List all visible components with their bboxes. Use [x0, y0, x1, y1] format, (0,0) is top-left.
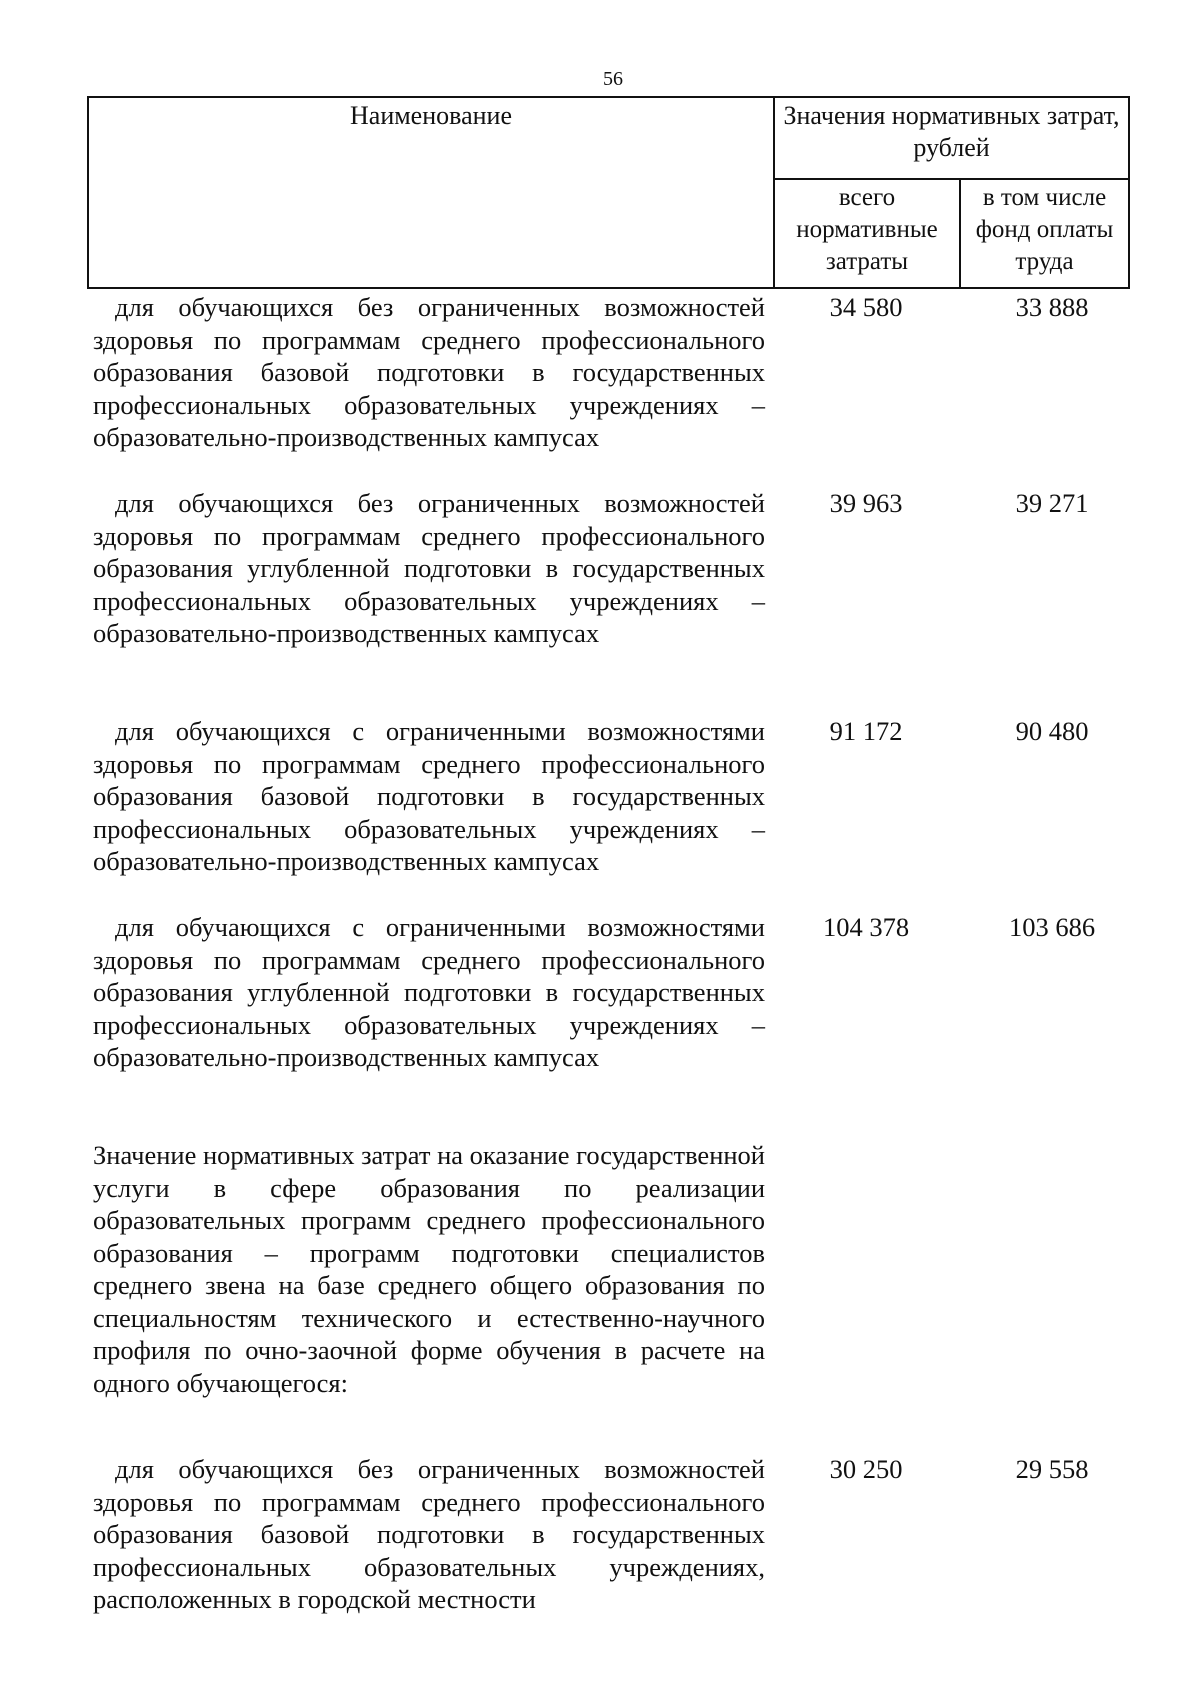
row-fund-value: 103 686 — [1008, 912, 1096, 942]
row-description: для обучающихся без ограниченных возможностей здоровья по программам среднего профессионального образования углубленной подготовки в государственных профессиональных образовательных учреждениях – образовательно-производственных кампусах — [93, 488, 765, 648]
header-values-group: Значения нормативных затрат, рублей — [775, 98, 1128, 180]
row-description: для обучающихся с ограниченными возможностями здоровья по программам среднего профессионального образования базовой подготовки в государственных профессиональных образовательных учреждениях – образовательно-производственных кампусах — [93, 716, 765, 876]
row-fund-value: 90 480 — [1015, 716, 1089, 746]
row-description: для обучающихся с ограниченными возможностями здоровья по программам среднего профессионального образования углубленной подготовки в государственных профессиональных образовательных учреждениях – образовательно-производственных кампусах — [93, 912, 765, 1072]
row-description: для обучающихся без ограниченных возможностей здоровья по программам среднего профессионального образования базовой подготовки в государственных профессиональных образовательных учреждениях, расположенных в городской местности — [93, 1454, 765, 1614]
header-fund-column: в том числе фонд оплаты труда — [975, 184, 1114, 275]
section-heading-description: Значение нормативных затрат на оказание государственной услуги в сфере образования по реализации образовательных программ среднего профессионального образования – программ подготовки специалистов среднего звена на базе среднего общего образования по специальностям технического и естественно-научного профиля по очно-заочной форме обучения в расчете на одного обучающегося: — [93, 1140, 765, 1398]
row-total-value: 91 172 — [829, 716, 903, 746]
row-fund-value: 29 558 — [1015, 1454, 1089, 1484]
table-header — [87, 96, 1130, 289]
header-name-column: Наименование — [89, 98, 775, 287]
row-total-value: 39 963 — [829, 488, 903, 518]
row-total-value: 30 250 — [829, 1454, 903, 1484]
row-total-value: 104 378 — [822, 912, 910, 942]
header-total-column: всего нормативные затраты — [775, 180, 961, 287]
row-fund-value: 33 888 — [1015, 292, 1089, 322]
page-number: 56 — [603, 68, 623, 90]
row-description: для обучающихся без ограниченных возможностей здоровья по программам среднего профессионального образования базовой подготовки в государственных профессиональных образовательных учреждениях – образовательно-производственных кампусах — [93, 292, 765, 452]
row-total-value: 34 580 — [829, 292, 903, 322]
row-fund-value: 39 271 — [1015, 488, 1089, 518]
